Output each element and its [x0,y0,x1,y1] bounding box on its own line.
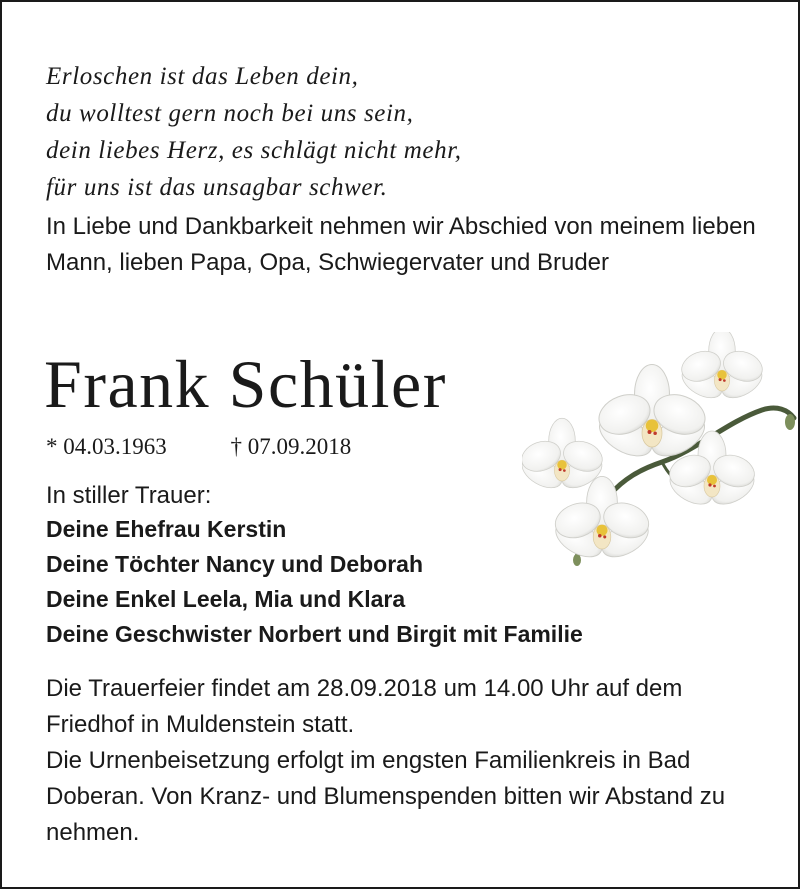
farewell-intro: In Liebe und Dankbarkeit nehmen wir Abschied von meinem lieben Mann, lieben Papa, Opa, Schwiegervater und Bruder [46,213,756,276]
poem-line: du wolltest gern noch bei uns sein, [46,100,414,127]
mourning-title: In stiller Trauer: [46,482,212,509]
mourner-line: Deine Enkel Leela, Mia und Klara [46,586,406,612]
mourner-line: Deine Geschwister Norbert und Birgit mit Familie [46,621,583,647]
mourner-line: Deine Ehefrau Kerstin [46,516,287,542]
funeral-service-text: Die Trauerfeier findet am 28.09.2018 um 14.00 Uhr auf dem Friedhof in Muldenstein statt. [46,675,683,738]
poem-line: für uns ist das unsagbar schwer. [46,174,388,201]
birth-date: * 04.03.1963 [46,434,167,459]
poem-line: dein liebes Herz, es schlägt nicht mehr, [46,137,462,164]
life-dates [46,430,351,464]
poem [46,58,462,206]
mourners-list [46,512,583,652]
urn-burial-text: Die Urnenbeisetzung erfolgt im engsten Familienkreis in Bad Doberan. Von Kranz- und Blumenspenden bitten wir Abstand zu nehmen. [46,747,726,846]
deceased-name: Frank Schüler [44,346,447,422]
death-date: † 07.09.2018 [230,434,352,459]
poem-line: Erloschen ist das Leben dein, [46,63,359,90]
funeral-info [46,671,776,851]
mourner-line: Deine Töchter Nancy und Deborah [46,551,424,577]
